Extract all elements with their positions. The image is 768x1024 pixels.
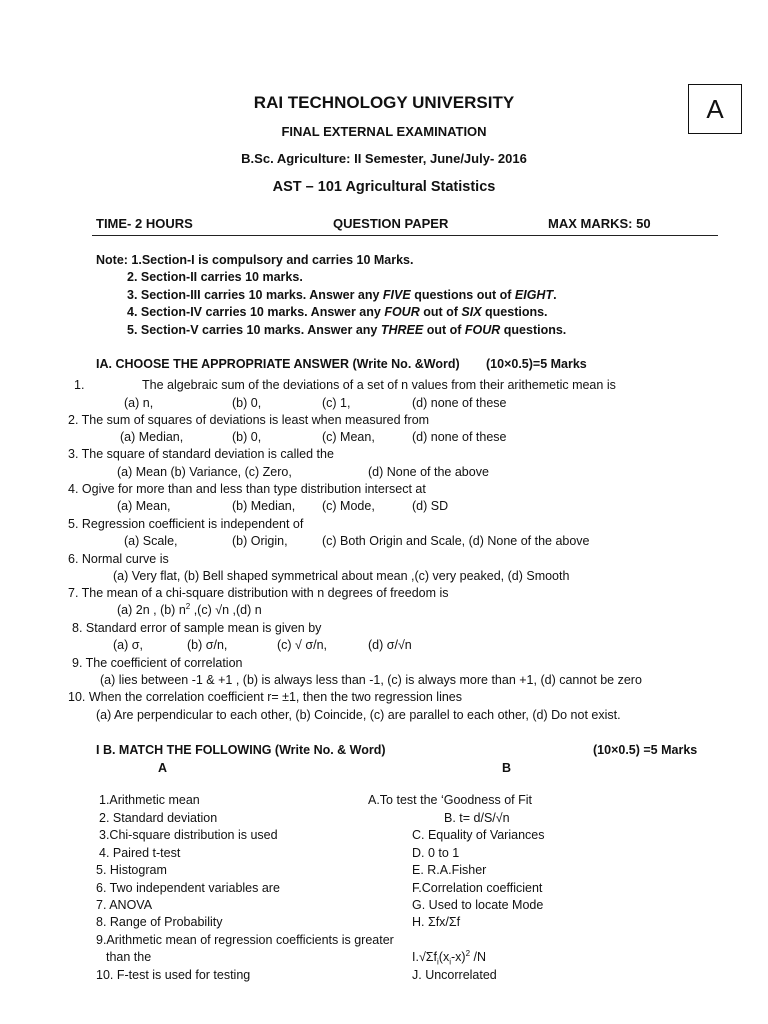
q1-option-b: (b) 0, (232, 396, 262, 410)
q2-option-d: (d) none of these (412, 430, 507, 444)
match-a-5: 5. Histogram (96, 863, 167, 877)
note-1: Note: 1.Section-I is compulsory and carries 10 Marks. (96, 253, 414, 267)
note-3: 3. Section-III carries 10 marks. Answer any FIVE questions out of EIGHT. (127, 288, 557, 302)
match-a-9-cont: than the (106, 950, 152, 964)
note-4: 4. Section-IV carries 10 marks. Answer any FOUR out of SIX questions. (127, 305, 548, 319)
q4-option-c: (c) Mode, (322, 499, 375, 513)
match-b-b: B. t= d/S/√n (444, 811, 510, 825)
q3-options-abc: (a) Mean (b) Variance, (c) Zero, (117, 465, 292, 479)
match-b-g: G. Used to locate Mode (412, 898, 544, 912)
note-5: 5. Section-V carries 10 marks. Answer any THREE out of FOUR questions. (127, 323, 567, 337)
match-b-h: H. Σfx/Σf (412, 915, 461, 929)
course-title: AST – 101 Agricultural Statistics (272, 179, 496, 195)
q3-text: 3. The square of standard deviation is called the (68, 447, 334, 461)
q9-options: (a) lies between -1 & +1 , (b) is always less than -1, (c) is always more than +1, (d) cannot be zero (100, 673, 642, 687)
q4-option-d: (d) SD (412, 499, 449, 513)
note-2: 2. Section-II carries 10 marks. (127, 270, 303, 284)
q10-text: 10. When the correlation coefficient r= ±1, then the two regression lines (68, 690, 463, 704)
q1-number: 1. (74, 378, 85, 392)
q5-options-cd: (c) Both Origin and Scale, (d) None of the above (322, 534, 590, 548)
column-b-header: B (502, 761, 512, 775)
match-b-d: D. 0 to 1 (412, 846, 460, 860)
section-ib-marks: (10×0.5) =5 Marks (593, 743, 698, 757)
q3-option-d: (d) None of the above (368, 465, 489, 479)
match-a-2: 2. Standard deviation (99, 811, 218, 825)
match-a-10: 10. F-test is used for testing (96, 968, 251, 982)
program-line: B.Sc. Agriculture: II Semester, June/July- 2016 (241, 151, 527, 166)
paper-label: QUESTION PAPER (333, 216, 449, 231)
exam-title: FINAL EXTERNAL EXAMINATION (281, 124, 487, 139)
paper-set-box: A (688, 84, 742, 134)
q1-text: The algebraic sum of the deviations of a set of n values from their arithemetic mean is (142, 378, 616, 392)
match-b-a: A.To test the ‘Goodness of Fit (368, 793, 532, 807)
time-label: TIME- 2 HOURS (96, 216, 193, 231)
match-b-e: E. R.A.Fisher (412, 863, 487, 877)
university-name: RAI TECHNOLOGY UNIVERSITY (253, 93, 515, 112)
q1-option-a: (a) n, (124, 396, 154, 410)
q8-option-d: (d) σ/√n (368, 638, 412, 652)
column-a-header: A (158, 761, 168, 775)
match-a-8: 8. Range of Probability (96, 915, 223, 929)
header-divider (92, 235, 718, 236)
q7-text: 7. The mean of a chi-square distribution with n degrees of freedom is (68, 586, 449, 600)
q9-text: 9. The coefficient of correlation (72, 656, 243, 670)
q6-options: (a) Very flat, (b) Bell shaped symmetrical about mean ,(c) very peaked, (d) Smooth (113, 569, 570, 583)
match-a-1: 1.Arithmetic mean (99, 793, 200, 807)
q4-option-b: (b) Median, (232, 499, 296, 513)
q2-option-c: (c) Mean, (322, 430, 375, 444)
q7-options: (a) 2n , (b) $n^2$ ,(c) √n ,(d) n (117, 601, 262, 617)
q8-option-c: (c) √ σ/n, (277, 638, 327, 652)
q5-option-b: (b) Origin, (232, 534, 288, 548)
match-a-3: 3.Chi-square distribution is used (99, 828, 278, 842)
q8-option-a: (a) σ, (113, 638, 143, 652)
match-b-f: F.Correlation coefficient (412, 881, 543, 895)
q10-options: (a) Are perpendicular to each other, (b) Coincide, (c) are parallel to each other, (d) Do not exist. (96, 708, 621, 722)
q4-text: 4. Ogive for more than and less than type distribution intersect at (68, 482, 426, 496)
match-b-c: C. Equality of Variances (412, 828, 545, 842)
q2-option-a: (a) Median, (120, 430, 184, 444)
match-b-j: J. Uncorrelated (412, 968, 497, 982)
match-a-9: 9.Arithmetic mean of regression coefficients is greater (96, 933, 394, 947)
match-a-7: 7. ANOVA (96, 898, 153, 912)
match-b-i: $I.√\Sigma f_i(x_i-x)^2$ /N (412, 948, 487, 967)
section-ia-title: IA. CHOOSE THE APPROPRIATE ANSWER (Write No. &Word) (96, 357, 460, 371)
match-a-6: 6. Two independent variables are (96, 881, 280, 895)
q5-text: 5. Regression coefficient is independent of (68, 517, 304, 531)
q6-text: 6. Normal curve is (68, 552, 169, 566)
match-a-4: 4. Paired t-test (99, 846, 181, 860)
section-ia-marks: (10×0.5)=5 Marks (486, 357, 587, 371)
q8-text: 8. Standard error of sample mean is given by (72, 621, 322, 635)
section-ib-title: I B. MATCH THE FOLLOWING (Write No. & Word) (96, 743, 386, 757)
q5-option-a: (a) Scale, (124, 534, 178, 548)
q4-option-a: (a) Mean, (117, 499, 171, 513)
max-marks-label: MAX MARKS: 50 (548, 216, 651, 231)
q1-option-d: (d) none of these (412, 396, 507, 410)
q1-option-c: (c) 1, (322, 396, 351, 410)
q2-option-b: (b) 0, (232, 430, 262, 444)
q8-option-b: (b) σ/n, (187, 638, 228, 652)
q2-text: 2. The sum of squares of deviations is least when measured from (68, 413, 430, 427)
